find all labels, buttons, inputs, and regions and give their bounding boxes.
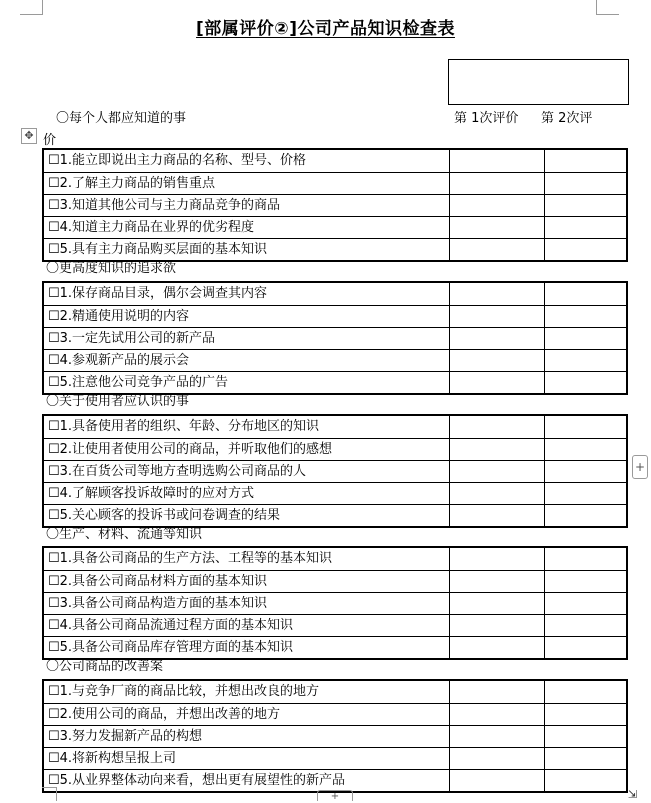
second-evaluation-cell[interactable] bbox=[544, 704, 626, 725]
checklist-item[interactable]: ☐5.从业界整体动向来看，想出更有展望性的新产品 bbox=[48, 773, 346, 788]
first-evaluation-cell[interactable] bbox=[449, 571, 544, 592]
first-evaluation-cell[interactable] bbox=[449, 350, 544, 371]
first-evaluation-cell[interactable] bbox=[449, 416, 544, 438]
second-evaluation-cell[interactable] bbox=[544, 217, 626, 238]
first-evaluation-cell[interactable] bbox=[449, 195, 544, 216]
second-evaluation-cell[interactable] bbox=[544, 150, 626, 172]
table-move-handle-icon[interactable]: ✥ bbox=[21, 128, 37, 144]
first-evaluation-cell[interactable] bbox=[449, 306, 544, 327]
intro-text: 〇每个人都应知道的事 bbox=[56, 111, 187, 126]
checklist-item[interactable]: ☐5.具备公司商品库存管理方面的基本知识 bbox=[48, 640, 294, 655]
checklist-item[interactable]: ☐5.关心顾客的投诉书或问卷调查的结果 bbox=[48, 508, 281, 523]
checklist-item[interactable]: ☐4.具备公司商品流通过程方面的基本知识 bbox=[48, 618, 294, 633]
table-row bbox=[44, 460, 626, 482]
second-evaluation-cell[interactable] bbox=[544, 439, 626, 460]
first-evaluation-cell[interactable] bbox=[449, 505, 544, 526]
first-evaluation-cell[interactable] bbox=[449, 483, 544, 504]
table-row bbox=[44, 349, 626, 371]
second-evaluation-cell[interactable] bbox=[544, 726, 626, 747]
checklist-block-5 bbox=[42, 679, 628, 793]
first-evaluation-cell[interactable] bbox=[449, 637, 544, 658]
table-row bbox=[44, 194, 626, 216]
first-evaluation-cell[interactable] bbox=[449, 704, 544, 725]
table-row bbox=[44, 371, 626, 393]
checklist-item[interactable]: ☐2.了解主力商品的销售重点 bbox=[48, 176, 216, 191]
table-row bbox=[44, 703, 626, 725]
page-corner-marker-top-right bbox=[596, 0, 619, 15]
table-row bbox=[44, 504, 626, 526]
table-row bbox=[44, 238, 626, 260]
table-row bbox=[44, 725, 626, 747]
second-evaluation-cell[interactable] bbox=[544, 328, 626, 349]
table-row bbox=[44, 747, 626, 769]
first-evaluation-cell[interactable] bbox=[449, 593, 544, 614]
table-row bbox=[44, 681, 626, 703]
checklist-item[interactable]: ☐2.让使用者使用公司的商品，并听取他们的感想 bbox=[48, 442, 333, 457]
second-evaluation-cell[interactable] bbox=[544, 416, 626, 438]
second-evaluation-cell[interactable] bbox=[544, 548, 626, 570]
table-row bbox=[44, 769, 626, 791]
checklist-item[interactable]: ☐3.知道其他公司与主力商品竞争的商品 bbox=[48, 198, 281, 213]
checklist-item[interactable]: ☐1.能立即说出主力商品的名称、型号、价格 bbox=[48, 153, 307, 168]
checklist-item[interactable]: ☐3.一定先试用公司的新产品 bbox=[48, 331, 216, 346]
checklist-item[interactable]: ☐1.与竞争厂商的商品比较，并想出改良的地方 bbox=[48, 684, 320, 699]
checklist-item[interactable]: ☐1.具备公司商品的生产方法、工程等的基本知识 bbox=[48, 551, 333, 566]
checklist-item[interactable]: ☐2.具备公司商品材料方面的基本知识 bbox=[48, 574, 268, 589]
add-column-plus-icon[interactable]: + bbox=[632, 455, 648, 479]
intro-wrapped-text: 价 bbox=[43, 133, 57, 148]
table-row bbox=[44, 283, 626, 305]
document-title: [部属评价②]公司产品知识检查表 bbox=[196, 19, 455, 39]
table-row bbox=[44, 548, 626, 570]
table-row bbox=[44, 327, 626, 349]
table-row bbox=[44, 216, 626, 238]
section-heading: 〇公司商品的改善案 bbox=[46, 659, 164, 674]
table-row bbox=[44, 172, 626, 194]
second-evaluation-cell[interactable] bbox=[544, 637, 626, 658]
checklist-block-2 bbox=[42, 281, 628, 395]
first-evaluation-cell[interactable] bbox=[449, 548, 544, 570]
first-evaluation-cell[interactable] bbox=[449, 283, 544, 305]
table-row bbox=[44, 636, 626, 658]
second-evaluation-cell[interactable] bbox=[544, 681, 626, 703]
second-evaluation-cell[interactable] bbox=[544, 593, 626, 614]
checklist-item[interactable]: ☐2.精通使用说明的内容 bbox=[48, 309, 190, 324]
first-evaluation-cell[interactable] bbox=[449, 328, 544, 349]
section-heading: 〇更高度知识的追求欲 bbox=[46, 261, 177, 276]
second-evaluation-cell[interactable] bbox=[544, 748, 626, 769]
second-evaluation-cell[interactable] bbox=[544, 239, 626, 260]
section-heading: 〇关于使用者应认识的事 bbox=[46, 394, 190, 409]
second-evaluation-cell[interactable] bbox=[544, 372, 626, 393]
table-row bbox=[44, 592, 626, 614]
checklist-block-4 bbox=[42, 546, 628, 660]
table-row bbox=[44, 150, 626, 172]
table-row bbox=[44, 438, 626, 460]
first-evaluation-cell[interactable] bbox=[449, 239, 544, 260]
table-row bbox=[44, 570, 626, 592]
first-evaluation-cell[interactable] bbox=[449, 615, 544, 636]
second-evaluation-cell[interactable] bbox=[544, 195, 626, 216]
checklist-item[interactable]: ☐2.使用公司的商品，并想出改善的地方 bbox=[48, 707, 281, 722]
first-evaluation-cell[interactable] bbox=[449, 439, 544, 460]
second-evaluation-cell[interactable] bbox=[544, 461, 626, 482]
table-row bbox=[44, 416, 626, 438]
second-evaluation-cell[interactable] bbox=[544, 283, 626, 305]
second-evaluation-cell[interactable] bbox=[544, 306, 626, 327]
second-evaluation-cell[interactable] bbox=[544, 770, 626, 791]
checklist-item[interactable]: ☐3.努力发掘新产品的构想 bbox=[48, 729, 203, 744]
checklist-item[interactable]: ☐4.参观新产品的展示会 bbox=[48, 353, 190, 368]
first-evaluation-cell[interactable] bbox=[449, 770, 544, 791]
column-label-first-evaluation: 第 1次评价 bbox=[454, 111, 519, 126]
checklist-item[interactable]: ☐4.知道主力商品在业界的优劣程度 bbox=[48, 220, 255, 235]
first-evaluation-cell[interactable] bbox=[449, 150, 544, 172]
second-evaluation-cell[interactable] bbox=[544, 173, 626, 194]
add-row-plus-icon[interactable]: + bbox=[317, 790, 353, 801]
second-evaluation-cell[interactable] bbox=[544, 571, 626, 592]
table-row bbox=[44, 482, 626, 504]
second-evaluation-cell[interactable] bbox=[544, 483, 626, 504]
checklist-item[interactable]: ☐1.具备使用者的组织、年龄、分布地区的知识 bbox=[48, 419, 320, 434]
checklist-block-3 bbox=[42, 414, 628, 528]
section-heading: 〇生产、材料、流通等知识 bbox=[46, 527, 203, 542]
table-resize-corner-icon[interactable]: ⇲ bbox=[628, 788, 638, 801]
second-evaluation-cell[interactable] bbox=[544, 350, 626, 371]
first-evaluation-cell[interactable] bbox=[449, 748, 544, 769]
table-row bbox=[44, 614, 626, 636]
checklist-item[interactable]: ☐4.了解顾客投诉故障时的应对方式 bbox=[48, 486, 255, 501]
first-evaluation-cell[interactable] bbox=[449, 726, 544, 747]
first-evaluation-cell[interactable] bbox=[449, 173, 544, 194]
checklist-item[interactable]: ☐4.将新构想呈报上司 bbox=[48, 751, 177, 766]
page-corner-marker-top-left bbox=[20, 0, 43, 15]
checklist-item[interactable]: ☐3.具备公司商品构造方面的基本知识 bbox=[48, 596, 268, 611]
first-evaluation-cell[interactable] bbox=[449, 461, 544, 482]
checklist-item[interactable]: ☐5.具有主力商品购买层面的基本知识 bbox=[48, 242, 268, 257]
page-corner-marker-bottom-left bbox=[42, 787, 57, 801]
second-evaluation-cell[interactable] bbox=[544, 505, 626, 526]
table-row bbox=[44, 305, 626, 327]
first-evaluation-cell[interactable] bbox=[449, 681, 544, 703]
checklist-item[interactable]: ☐5.注意他公司竞争产品的广告 bbox=[48, 375, 229, 390]
checklist-item[interactable]: ☐1.保存商品目录，偶尔会调查其内容 bbox=[48, 286, 268, 301]
score-box[interactable] bbox=[448, 59, 629, 105]
first-evaluation-cell[interactable] bbox=[449, 217, 544, 238]
first-evaluation-cell[interactable] bbox=[449, 372, 544, 393]
column-label-second-evaluation: 第 2次评 bbox=[541, 111, 593, 126]
checklist-item[interactable]: ☐3.在百货公司等地方查明选购公司商品的人 bbox=[48, 464, 307, 479]
checklist-block-1 bbox=[42, 148, 628, 262]
second-evaluation-cell[interactable] bbox=[544, 615, 626, 636]
